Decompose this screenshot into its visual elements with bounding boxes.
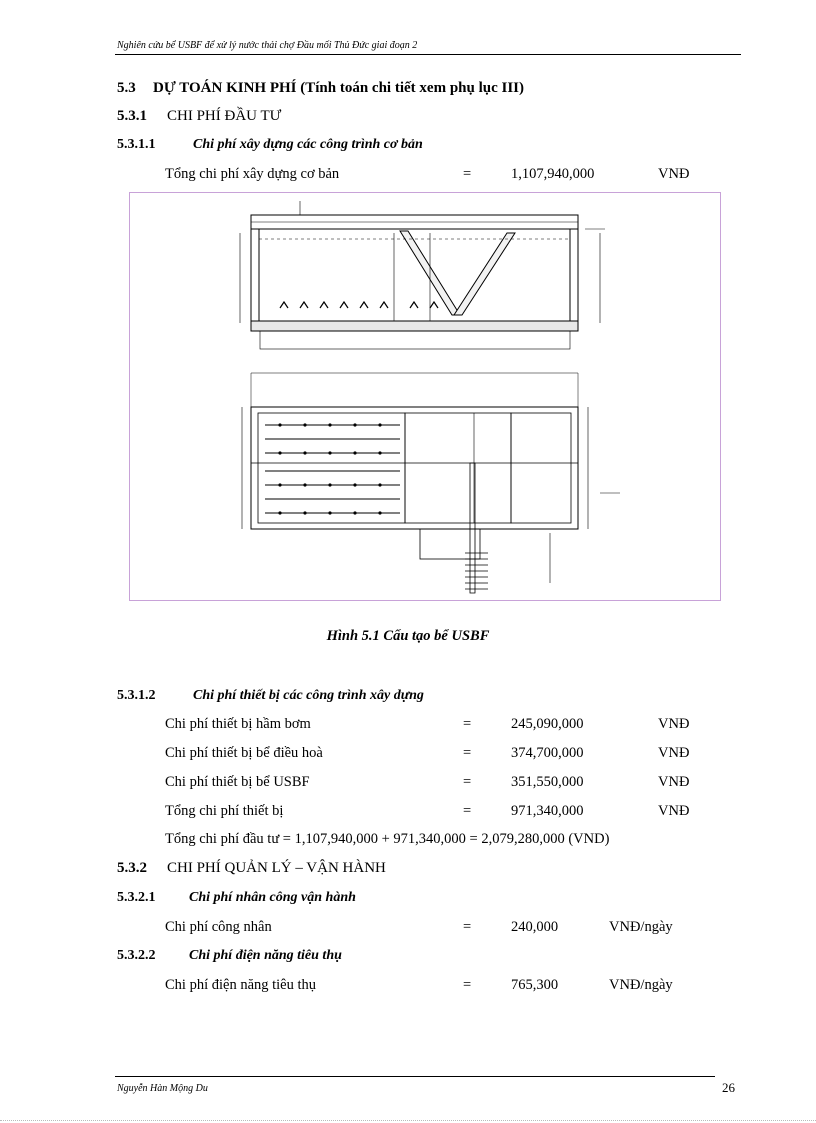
section-5-3-2-2-heading <box>117 948 342 964</box>
section-number: 5.3.2 <box>117 860 147 876</box>
section-5-3-1-2-heading <box>117 688 424 704</box>
section-5-3-1-heading <box>117 108 281 125</box>
section-5-3-heading <box>117 80 524 97</box>
total-investment: Tổng chi phí đầu tư = 1,107,940,000 + 971,340,000 = 2,079,280,000 (VND) <box>165 831 610 847</box>
plan-stairs <box>465 553 488 589</box>
section-title: CHI PHÍ QUẢN LÝ – VẬN HÀNH <box>167 860 386 876</box>
running-header: Nghiên cứu bể USBF để xử lý nước thải chợ Đầu mối Thủ Đức giai đoạn 2 <box>117 40 418 51</box>
section-number: 5.3.2.2 <box>117 948 156 963</box>
equipment-row <box>165 803 725 823</box>
cost-value: 765,300 <box>511 977 559 993</box>
cost-unit: VNĐ <box>658 166 690 182</box>
cost-label: Chi phí thiết bị bể điều hoà <box>165 745 323 761</box>
figure-caption: Hình 5.1 Cấu tạo bể USBF <box>326 628 490 644</box>
section-title: Chi phí điện năng tiêu thụ <box>189 948 342 963</box>
section-number: 5.3.1.1 <box>117 137 156 152</box>
section-5-3-1-1-heading <box>117 137 423 153</box>
page-number: 26 <box>722 1080 735 1095</box>
cost-label: Chi phí công nhân <box>165 919 272 935</box>
cost-unit: VNĐ <box>658 803 690 819</box>
section-number: 5.3.2.1 <box>117 890 156 905</box>
footer-rule <box>115 1076 715 1077</box>
section-right-wall <box>570 229 578 329</box>
cost-unit: VNĐ <box>658 716 690 732</box>
inclined-plate-right <box>454 233 515 315</box>
section-title: Chi phí thiết bị các công trình xây dựng <box>193 688 424 703</box>
cost-unit: VNĐ <box>658 745 690 761</box>
header-rule <box>115 54 741 55</box>
equipment-row <box>165 716 725 736</box>
cost-value: 374,700,000 <box>511 745 584 761</box>
labor-cost-row <box>165 919 725 939</box>
cost-unit: VNĐ/ngày <box>609 977 673 993</box>
usbf-drawing <box>130 193 720 600</box>
section-title: Chi phí xây dựng các công trình cơ bản <box>193 137 423 152</box>
equals-sign: = <box>463 919 472 935</box>
section-base-slab <box>251 321 578 331</box>
cost-value: 240,000 <box>511 919 559 935</box>
section-5-3-2-heading <box>117 860 386 877</box>
section-title: CHI PHÍ ĐẦU TƯ <box>167 108 282 124</box>
section-left-wall <box>251 229 259 329</box>
equipment-row <box>165 774 725 794</box>
equals-sign: = <box>463 803 472 819</box>
cost-label: Chi phí thiết bị bể USBF <box>165 774 310 790</box>
plan-pump-pit <box>420 529 480 559</box>
equals-sign: = <box>463 745 472 761</box>
power-cost-row <box>165 977 725 997</box>
equals-sign: = <box>463 716 472 732</box>
equipment-row <box>165 745 725 765</box>
plan-aeration-lines <box>265 425 400 513</box>
section-title: Chi phí nhân công vận hành <box>189 890 356 905</box>
cost-label: Chi phí thiết bị hầm bơm <box>165 716 311 732</box>
equals-sign: = <box>463 166 472 182</box>
cost-value: 971,340,000 <box>511 803 584 819</box>
cost-value: 351,550,000 <box>511 774 584 790</box>
cost-unit: VNĐ <box>658 774 690 790</box>
construction-cost-row <box>165 166 725 186</box>
section-number: 5.3.1.2 <box>117 688 156 703</box>
section-number: 5.3.1 <box>117 108 147 124</box>
cost-label: Chi phí điện năng tiêu thụ <box>165 977 317 993</box>
cost-value: 245,090,000 <box>511 716 584 732</box>
page-bottom-border <box>0 1120 816 1121</box>
section-title: DỰ TOÁN KINH PHÍ (Tính toán chi tiết xem phụ lục III) <box>153 80 525 96</box>
footer-author: Nguyễn Hàn Mộng Du <box>117 1083 208 1094</box>
cost-value: 1,107,940,000 <box>511 166 595 182</box>
diffuser-row <box>280 302 438 308</box>
cost-label: Tổng chi phí thiết bị <box>165 803 284 819</box>
equals-sign: = <box>463 977 472 993</box>
section-5-3-2-1-heading <box>117 890 356 906</box>
cost-label: Tổng chi phí xây dựng cơ bản <box>165 166 340 182</box>
equals-sign: = <box>463 774 472 790</box>
usbf-drawing-frame <box>129 192 721 601</box>
cost-unit: VNĐ/ngày <box>609 919 673 935</box>
section-number: 5.3 <box>117 80 136 96</box>
